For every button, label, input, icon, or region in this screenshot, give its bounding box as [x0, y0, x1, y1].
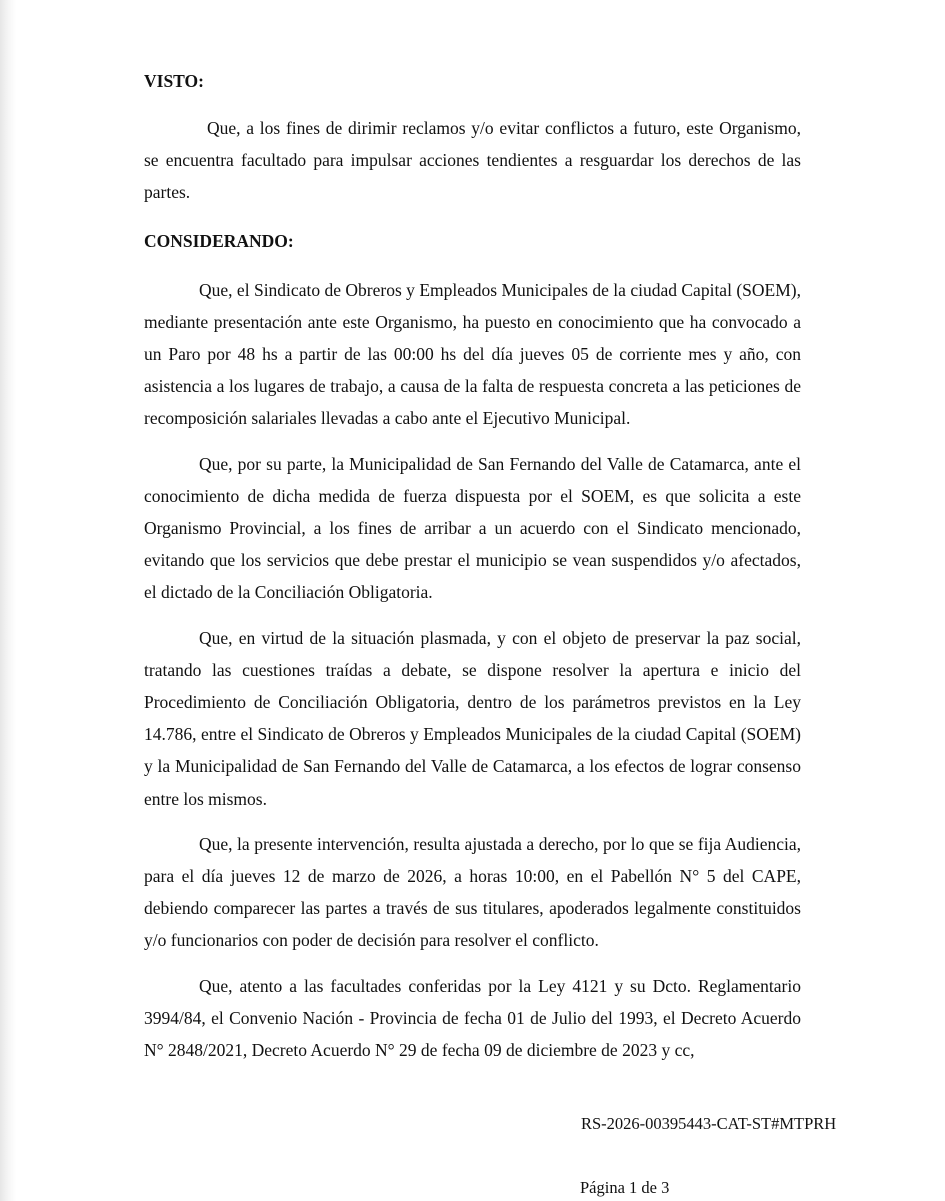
considerando-paragraph: Que, por su parte, la Municipalidad de San Fernando del Valle de Catamarca, ante el conocimiento de dicha medida de fuerza dispuesta por el SOEM, es que solicita a este Organismo Provincial, a los fines de arribar a un acuerdo con el Sindicato mencionado, evitando que los servicios que debe prestar el municipio se vean suspendidos y/o afectados, el dictado de la Conciliación Obligatoria.: [144, 453, 801, 603]
considerando-heading: CONSIDERANDO:: [144, 230, 294, 251]
page-edge-shadow: [0, 0, 16, 1201]
considerando-paragraph: Que, el Sindicato de Obreros y Empleados Municipales de la ciudad Capital (SOEM), mediante presentación ante este Organismo, ha puesto en conocimiento que ha convocado a un Paro por 48 hs a partir de las 00:00 hs del día jueves 05 de corriente mes y año, con asistencia a los lugares de trabajo, a causa de la falta de respuesta concreta a las peticiones de recomposición salariales llevadas a cabo ante el Ejecutivo Municipal.: [144, 279, 801, 429]
document-page: [144, 70, 801, 1066]
visto-paragraph: Que, a los fines de dirimir reclamos y/o evitar conflictos a futuro, este Organismo, se encuentra facultado para impulsar acciones tendientes a resguardar los derechos de las partes.: [144, 118, 801, 203]
page-number: Página 1 de 3: [580, 1178, 670, 1197]
considerando-paragraph: Que, en virtud de la situación plasmada, y con el objeto de preservar la paz social, tratando las cuestiones traídas a debate, se dispone resolver la apertura e inicio del Procedimiento de Conciliación Obligatoria, dentro de los parámetros previstos en la Ley 14.786, entre el Sindicato de Obreros y Empleados Municipales de la ciudad Capital (SOEM) y la Municipalidad de San Fernando del Valle de Catamarca, a los efectos de lograr consenso entre los mismos.: [144, 627, 801, 809]
document-id: RS-2026-00395443-CAT-ST#MTPRH: [581, 1114, 837, 1133]
visto-heading: VISTO:: [144, 71, 204, 91]
considerando-paragraph: Que, atento a las facultades conferidas por la Ley 4121 y su Dcto. Reglamentario 3994/84, el Convenio Nación - Provincia de fecha 01 de Julio del 1993, el Decreto Acuerdo N° 2848/2021, Decreto Acuerdo N° 29 de fecha 09 de diciembre de 2023 y cc,: [144, 975, 801, 1061]
considerando-paragraph: Que, la presente intervención, resulta ajustada a derecho, por lo que se fija Audiencia, para el día jueves 12 de marzo de 2026, a horas 10:00, en el Pabellón N° 5 del CAPE, debiendo comparecer las partes a través de sus titulares, apoderados legalmente constituidos y/o funcionarios con poder de decisión para resolver el conflicto.: [144, 833, 801, 951]
